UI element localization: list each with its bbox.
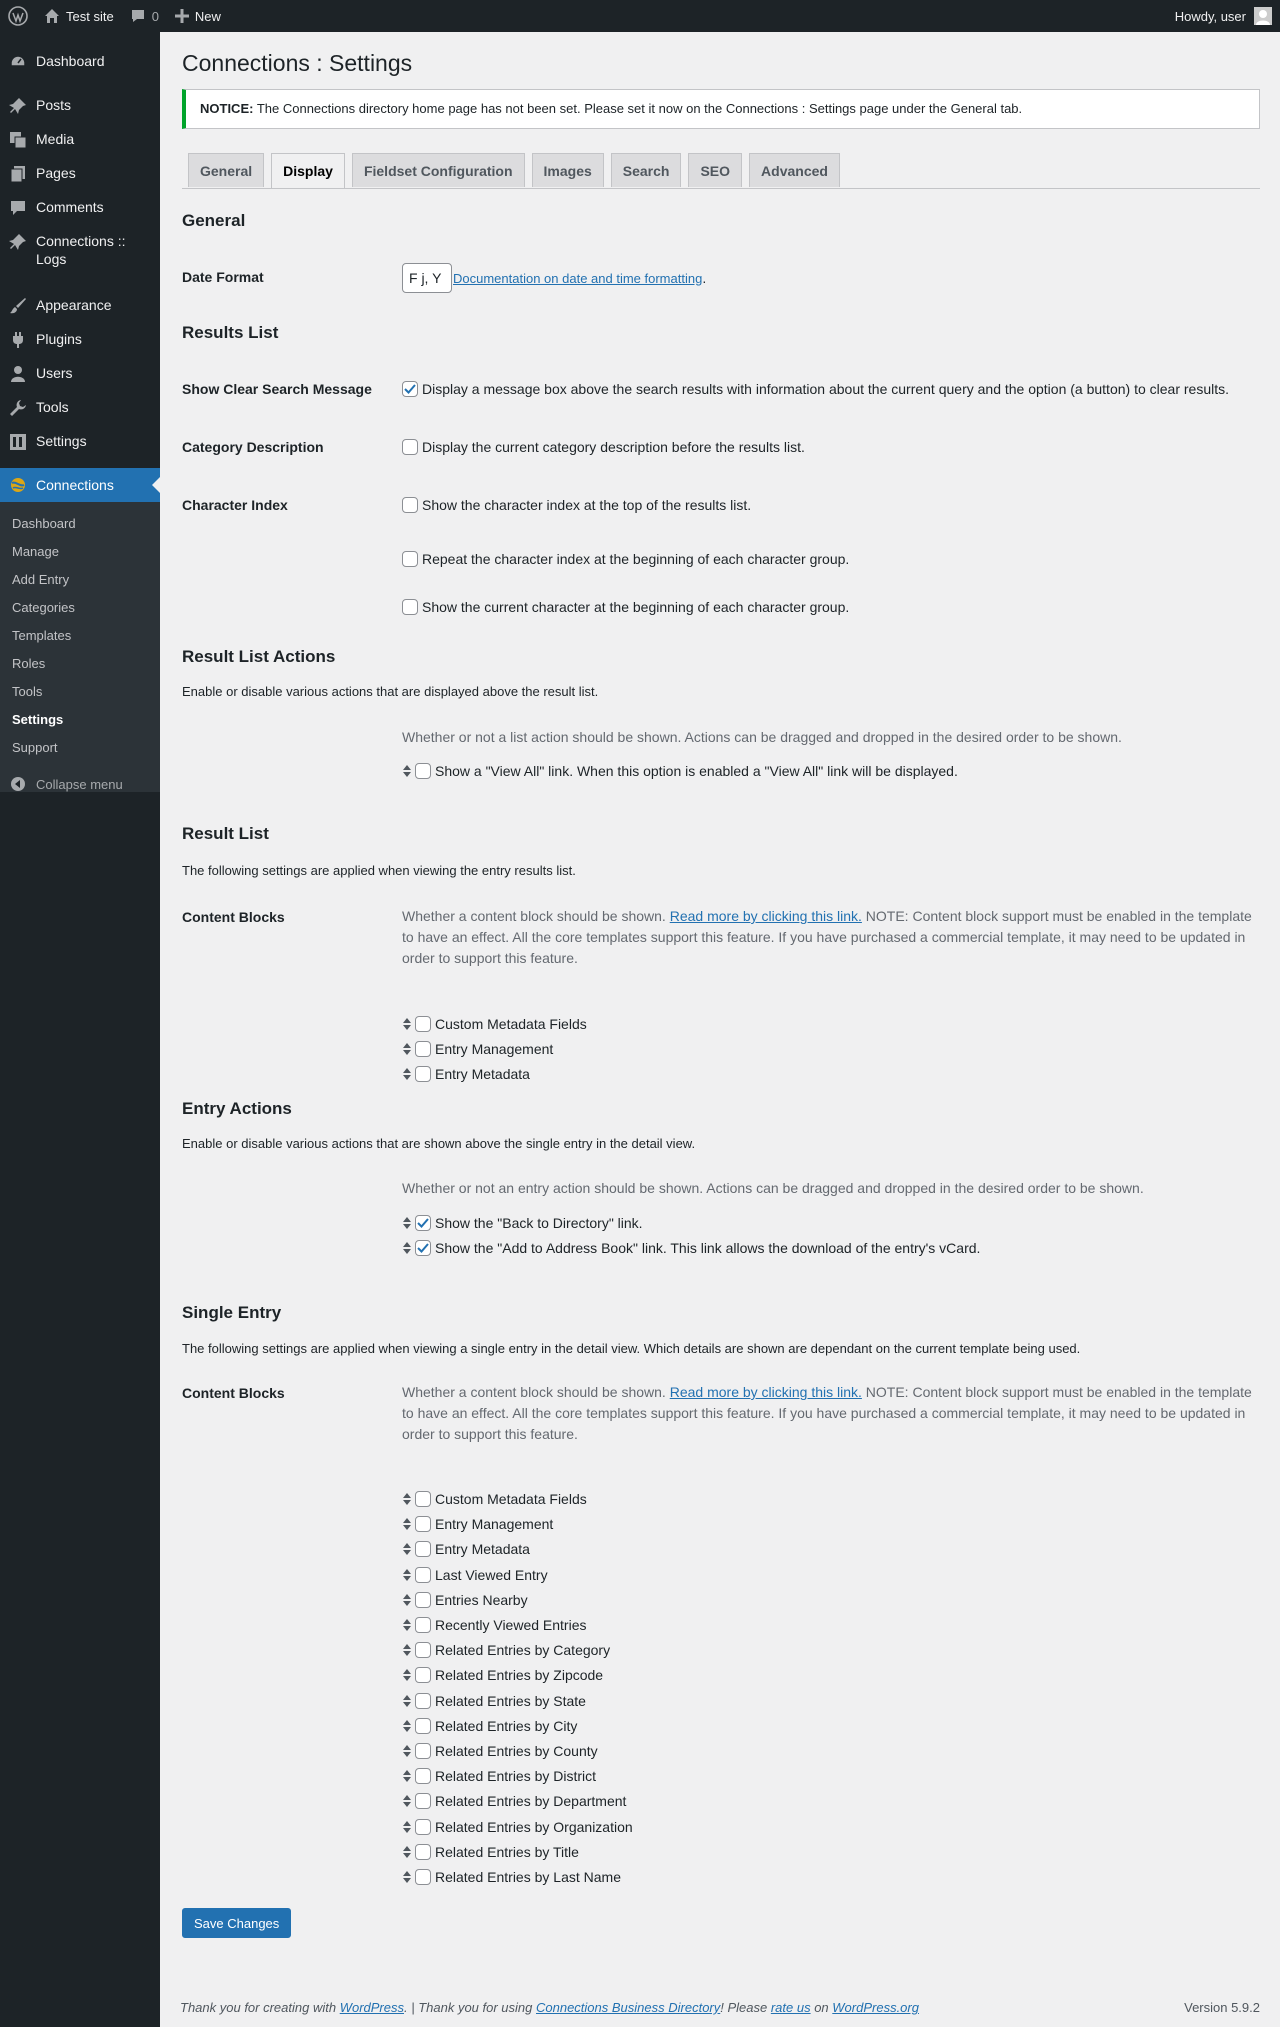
- single-block-row[interactable]: [402, 1667, 603, 1683]
- section-results-list-heading: Results List: [182, 323, 279, 342]
- single-block-checkbox[interactable]: [415, 1793, 431, 1809]
- pin-icon: [0, 96, 36, 115]
- collapse-menu-button[interactable]: Collapse menu: [0, 776, 123, 792]
- result-block-checkbox[interactable]: [415, 1016, 431, 1032]
- submenu-categories[interactable]: Categories: [12, 600, 75, 615]
- single-block-label: Related Entries by Title: [435, 1843, 579, 1860]
- single-block-row[interactable]: [402, 1793, 626, 1809]
- category-description-label: Category Description: [182, 439, 324, 455]
- add-to-address-book-checkbox[interactable]: [415, 1240, 431, 1256]
- date-doc-link[interactable]: Documentation on date and time formatting: [453, 270, 703, 286]
- single-block-label: Related Entries by Department: [435, 1793, 627, 1810]
- section-single-entry-heading: Single Entry: [182, 1303, 282, 1322]
- sidebar-item-users[interactable]: Users: [0, 364, 160, 383]
- admin-sidebar: [0, 32, 160, 2027]
- result-content-blocks-desc: Whether a content block should be shown. Read more by clicking this link. NOTE: Content block support must be enabled in the template to have an effect. All the core templates support this feature. If you have purchased a commercial template, it may need to be updated in order to support this feature.: [402, 908, 1252, 966]
- single-block-label: Related Entries by Last Name: [435, 1869, 621, 1885]
- single-block-row[interactable]: [402, 1642, 610, 1658]
- add-to-address-book-field[interactable]: Show the "Add to Address Book" link. This link allows the download of the entry's vCard.: [402, 1240, 980, 1256]
- sidebar-item-tools[interactable]: Tools: [0, 398, 160, 417]
- entry-actions-field-desc: Whether or not an entry action should be shown. Actions can be dragged and dropped in the desired order to be shown.: [402, 1180, 1144, 1196]
- drag-handle-icon[interactable]: [402, 1719, 412, 1733]
- drag-handle-icon[interactable]: [402, 1568, 412, 1582]
- view-all-checkbox[interactable]: [415, 763, 431, 779]
- sidebar-item-appearance[interactable]: Appearance: [0, 296, 160, 315]
- drag-handle-icon[interactable]: [402, 1694, 412, 1708]
- drag-handle-icon[interactable]: [402, 1744, 412, 1758]
- drag-handle-icon[interactable]: [402, 1618, 412, 1632]
- single-block-row[interactable]: [402, 1718, 577, 1734]
- back-to-directory-field[interactable]: Show the "Back to Directory" link.: [402, 1215, 643, 1231]
- drag-handle-icon[interactable]: [402, 1769, 412, 1783]
- single-block-label: Related Entries by State: [435, 1692, 586, 1709]
- tab-images[interactable]: Images: [532, 153, 604, 187]
- single-block-checkbox[interactable]: [415, 1516, 431, 1532]
- tabs-divider: [182, 188, 1260, 189]
- sidebar-item-comments[interactable]: Comments: [0, 198, 160, 217]
- drag-handle-icon[interactable]: [402, 1517, 412, 1531]
- settings-icon: [0, 432, 36, 451]
- tab-fieldset-configuration[interactable]: Fieldset Configuration: [352, 153, 525, 187]
- single-block-checkbox[interactable]: [415, 1718, 431, 1734]
- single-block-checkbox[interactable]: [415, 1844, 431, 1860]
- sidebar-item-connections-logs[interactable]: Connections :: Logs: [0, 232, 160, 268]
- sidebar-item-pages[interactable]: Pages: [0, 164, 160, 183]
- section-entry-actions-heading: Entry Actions: [182, 1099, 292, 1118]
- date-format-input[interactable]: F j, Y: [402, 263, 452, 293]
- collapse-arrow-icon: [0, 776, 36, 792]
- result-list-actions-desc: Enable or disable various actions that are displayed above the result list.: [182, 684, 599, 699]
- single-block-row[interactable]: [402, 1743, 598, 1759]
- result-read-more-link[interactable]: Read more by clicking this link.: [669, 908, 862, 924]
- single-block-label: Recently Viewed Entries: [435, 1617, 587, 1633]
- date-format-field: F j, Y Documentation on date and time formatting .: [402, 263, 706, 293]
- drag-handle-icon[interactable]: [402, 1067, 412, 1081]
- footer-version: Version 5.9.2: [1184, 2000, 1260, 2015]
- single-block-checkbox[interactable]: [415, 1642, 431, 1658]
- footer-wordpress-link[interactable]: WordPress: [339, 2000, 404, 2015]
- single-read-more-link[interactable]: Read more by clicking this link.: [669, 1384, 862, 1400]
- plus-icon: [175, 9, 189, 23]
- clear-search-field: Display a message box above the search results with information about the current query and the option (a button) to clear results.: [402, 381, 1229, 397]
- single-block-row[interactable]: [402, 1491, 587, 1507]
- single-block-row[interactable]: [402, 1592, 528, 1608]
- sidebar-item-connections[interactable]: Connections: [0, 468, 160, 502]
- page-title: Connections : Settings: [182, 50, 413, 76]
- footer-wordpress-org-link[interactable]: WordPress.org: [832, 2000, 919, 2015]
- drag-handle-icon[interactable]: [402, 1241, 412, 1255]
- pin-icon: [0, 232, 36, 251]
- drag-handle-icon[interactable]: [402, 1820, 412, 1834]
- category-description-field: Display the current category description before the results list.: [402, 439, 805, 455]
- submenu-manage[interactable]: Manage: [12, 544, 59, 559]
- single-block-checkbox[interactable]: [415, 1869, 431, 1885]
- notice-label: NOTICE:: [200, 101, 254, 116]
- category-description-checkbox[interactable]: [402, 439, 418, 455]
- character-index-top-checkbox[interactable]: [402, 497, 418, 513]
- character-index-label: Character Index: [182, 497, 288, 513]
- drag-handle-icon[interactable]: [402, 1845, 412, 1859]
- new-content-link[interactable]: [167, 0, 229, 32]
- tab-display[interactable]: Display: [271, 153, 345, 188]
- sidebar-item-media[interactable]: Media: [0, 130, 160, 149]
- avatar: [1254, 7, 1272, 25]
- sidebar-item-plugins[interactable]: Plugins: [0, 330, 160, 349]
- site-name-link[interactable]: [36, 0, 122, 32]
- my-account[interactable]: [1167, 0, 1280, 32]
- drag-handle-icon[interactable]: [402, 1017, 412, 1031]
- list-actions-field-desc: Whether or not a list action should be shown. Actions can be dragged and dropped in the desired order to be shown.: [402, 729, 1122, 745]
- wrench-icon: [0, 398, 36, 417]
- tab-seo[interactable]: SEO: [688, 153, 742, 187]
- submenu-tools[interactable]: Tools: [12, 684, 43, 699]
- save-changes-button[interactable]: Save Changes: [182, 1908, 291, 1938]
- single-block-checkbox[interactable]: [415, 1491, 431, 1507]
- single-block-checkbox[interactable]: [415, 1667, 431, 1683]
- single-block-row[interactable]: [402, 1693, 586, 1709]
- single-block-label: Entries Nearby: [435, 1591, 528, 1608]
- submenu-support[interactable]: Support: [12, 740, 58, 755]
- single-content-blocks-desc: Whether a content block should be shown. Read more by clicking this link. NOTE: Content block support must be enabled in the template to have an effect. All the core templates support this feature. If you have purchased a commercial template, it may need to be updated in order to support this feature.: [402, 1384, 1252, 1442]
- submenu-add-entry[interactable]: Add Entry: [12, 572, 70, 587]
- result-list-desc: The following settings are applied when viewing the entry results list.: [182, 863, 576, 878]
- single-block-label: Related Entries by Zipcode: [435, 1667, 604, 1684]
- notice-text: The Connections directory home page has not been set. Please set it now on the Connections : Settings page under the General tab.: [253, 101, 1023, 116]
- character-current-checkbox[interactable]: [402, 599, 418, 615]
- current-menu-arrow: [152, 477, 160, 493]
- brush-icon: [0, 296, 36, 315]
- tab-search[interactable]: Search: [611, 153, 682, 187]
- comments-count: 0: [151, 8, 159, 24]
- drag-handle-icon[interactable]: [402, 1593, 412, 1607]
- single-block-label: Related Entries by District: [435, 1768, 597, 1785]
- result-content-blocks-label: Content Blocks: [182, 909, 285, 925]
- result-block-row[interactable]: Entry Metadata: [402, 1066, 530, 1082]
- single-block-label: Related Entries by City: [435, 1717, 578, 1734]
- pages-icon: [0, 164, 36, 183]
- drag-handle-icon[interactable]: [402, 1870, 412, 1884]
- single-block-checkbox[interactable]: [415, 1693, 431, 1709]
- drag-handle-icon[interactable]: [402, 1643, 412, 1657]
- sidebar-item-posts[interactable]: Posts: [0, 96, 160, 115]
- single-block-label: Entry Management: [435, 1516, 554, 1533]
- section-general-heading: General: [182, 211, 246, 230]
- character-index-repeat-checkbox[interactable]: [402, 551, 418, 567]
- single-block-row[interactable]: [402, 1541, 530, 1557]
- footer-connections-link[interactable]: Connections Business Directory: [536, 2000, 721, 2015]
- back-to-directory-checkbox[interactable]: [415, 1215, 431, 1231]
- tab-advanced[interactable]: Advanced: [749, 153, 840, 187]
- comment-bubble-icon: [130, 8, 146, 24]
- footer-rate-us-link[interactable]: rate us: [770, 2000, 811, 2015]
- section-result-list-actions-heading: Result List Actions: [182, 647, 336, 666]
- submenu-dashboard[interactable]: Dashboard: [12, 516, 76, 531]
- single-block-label: Entry Metadata: [435, 1541, 530, 1558]
- single-block-row[interactable]: [402, 1768, 596, 1784]
- sidebar-item-dashboard[interactable]: Dashboard: [0, 52, 160, 71]
- drag-handle-icon[interactable]: [402, 1542, 412, 1556]
- single-block-checkbox[interactable]: [415, 1617, 431, 1633]
- result-block-checkbox[interactable]: [415, 1041, 431, 1057]
- result-block-row[interactable]: Custom Metadata Fields: [402, 1016, 587, 1032]
- notice-banner: [182, 89, 1260, 129]
- drag-handle-icon[interactable]: [402, 1216, 412, 1230]
- entry-actions-desc: Enable or disable various actions that are shown above the single entry in the detail view.: [182, 1136, 696, 1151]
- dashboard-icon: [0, 52, 36, 71]
- new-label: New: [194, 8, 221, 24]
- single-block-label: Custom Metadata Fields: [435, 1491, 587, 1507]
- submenu-settings[interactable]: Settings: [12, 712, 64, 727]
- single-block-checkbox[interactable]: [415, 1592, 431, 1608]
- single-block-row[interactable]: [402, 1516, 553, 1532]
- single-block-row[interactable]: [402, 1617, 586, 1633]
- submenu-roles[interactable]: Roles: [12, 656, 46, 671]
- single-block-checkbox[interactable]: [415, 1541, 431, 1557]
- single-block-row[interactable]: [402, 1819, 633, 1835]
- drag-handle-icon[interactable]: [402, 1794, 412, 1808]
- site-name: Test site: [66, 8, 114, 24]
- character-index-field-1: Show the character index at the top of the results list.: [402, 497, 751, 513]
- sidebar-item-settings[interactable]: Settings: [0, 432, 160, 451]
- howdy-text: Howdy, user: [1174, 8, 1246, 24]
- single-block-checkbox[interactable]: [415, 1768, 431, 1784]
- single-block-label: Related Entries by County: [435, 1743, 598, 1759]
- single-block-label: Related Entries by Organization: [435, 1818, 633, 1835]
- single-content-blocks-label: Content Blocks: [182, 1385, 285, 1401]
- drag-handle-icon[interactable]: [402, 1492, 412, 1506]
- character-index-field-3: Show the current character at the beginning of each character group.: [402, 599, 849, 615]
- footer-thanks: Thank you for creating with WordPress. | Thank you for using Connections Business Directory! Please rate us on WordPress.org: [180, 2000, 919, 2015]
- single-block-checkbox[interactable]: [415, 1743, 431, 1759]
- result-block-checkbox[interactable]: [415, 1066, 431, 1082]
- drag-handle-icon[interactable]: [402, 1668, 412, 1682]
- admin-bar: [0, 0, 1280, 32]
- single-block-checkbox[interactable]: [415, 1567, 431, 1583]
- media-icon: [0, 130, 36, 149]
- view-all-field[interactable]: Show a "View All" link. When this option is enabled a "View All" link will be displayed.: [402, 763, 958, 779]
- character-index-field-2: Repeat the character index at the beginning of each character group.: [402, 551, 849, 567]
- home-icon: [44, 8, 60, 24]
- clear-search-label: Show Clear Search Message: [182, 381, 372, 397]
- single-block-row[interactable]: [402, 1567, 548, 1583]
- single-block-label: Related Entries by Category: [435, 1642, 611, 1659]
- plugin-icon: [0, 330, 36, 349]
- drag-handle-icon[interactable]: [402, 764, 412, 778]
- single-block-label: Last Viewed Entry: [435, 1566, 548, 1583]
- single-block-row[interactable]: [402, 1844, 579, 1860]
- single-block-row[interactable]: [402, 1869, 621, 1885]
- connections-submenu: [0, 502, 160, 792]
- clear-search-checkbox[interactable]: [402, 381, 418, 397]
- user-icon: [0, 364, 36, 383]
- single-entry-desc: The following settings are applied when viewing a single entry in the detail view. Which details are shown are dependant on the current template being used.: [182, 1341, 1081, 1356]
- drag-handle-icon[interactable]: [402, 1042, 412, 1056]
- date-format-label: Date Format: [182, 269, 264, 285]
- comments-icon: [0, 198, 36, 217]
- section-result-list-heading: Result List: [182, 824, 269, 843]
- connections-globe-icon: [0, 476, 36, 494]
- comments-link[interactable]: [122, 0, 167, 32]
- single-block-checkbox[interactable]: [415, 1819, 431, 1835]
- result-block-row[interactable]: Entry Management: [402, 1041, 553, 1057]
- settings-tabs: [188, 153, 847, 188]
- wordpress-logo-icon[interactable]: [0, 0, 36, 32]
- submenu-templates[interactable]: Templates: [12, 628, 72, 643]
- tab-general[interactable]: General: [188, 153, 264, 187]
